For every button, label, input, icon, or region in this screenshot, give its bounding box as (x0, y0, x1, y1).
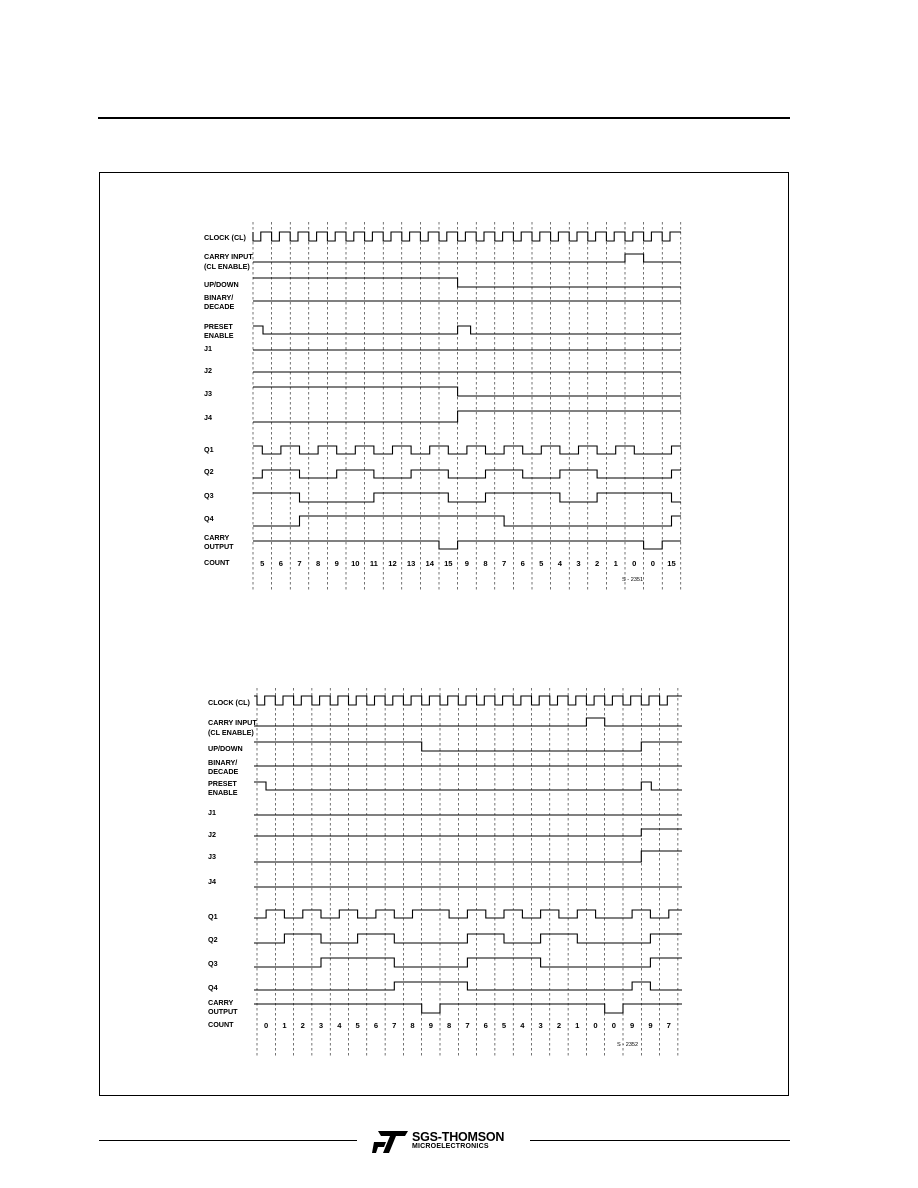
count-value: 6 (520, 559, 525, 568)
label-count: COUNT (208, 1020, 234, 1029)
label-output: OUTPUT (204, 542, 234, 551)
label-j2: J2 (208, 830, 216, 839)
q1-waveform (254, 910, 682, 918)
count-value: 14 (425, 559, 434, 568)
count-value: 9 (648, 1021, 653, 1030)
diagram-2-reference: S - 2352 (617, 1042, 639, 1048)
count-value: 7 (666, 1021, 671, 1030)
label-output: OUTPUT (208, 1007, 238, 1016)
label-binary: BINARY/ (204, 293, 234, 302)
count-value: 9 (630, 1021, 635, 1030)
count-value: 0 (650, 559, 656, 568)
q4-waveform (253, 516, 681, 526)
count-value: 13 (406, 559, 416, 568)
st-logo-icon (372, 1131, 408, 1153)
diagram-2-signal-labels (208, 698, 257, 1029)
up-down-waveform (254, 742, 682, 751)
count-value: 2 (556, 1021, 562, 1030)
q2-waveform (253, 470, 681, 478)
count-value: 1 (613, 559, 618, 568)
label-preset: PRESET (204, 322, 233, 331)
count-value: 9 (334, 559, 339, 568)
label-q3: Q3 (204, 491, 214, 500)
label-q1: Q1 (208, 912, 218, 921)
j3-waveform (254, 851, 682, 862)
carry-input-waveform (254, 718, 682, 726)
q2-waveform (254, 934, 682, 943)
diagram-1-count-values (260, 559, 676, 568)
diagram-2-grid (257, 688, 678, 1058)
label-up-down: UP/DOWN (204, 280, 239, 289)
label-j3: J3 (208, 852, 216, 861)
count-value: 0 (593, 1021, 598, 1030)
label-enable: ENABLE (208, 788, 238, 797)
count-value: 4 (557, 559, 563, 568)
label-q3: Q3 (208, 959, 218, 968)
q1-waveform (253, 446, 681, 454)
label-clock: CLOCK (CL) (204, 233, 246, 242)
count-value: 4 (520, 1021, 525, 1030)
count-value: 8 (447, 1021, 452, 1030)
preset-enable-waveform (254, 782, 682, 790)
diagram-1-signal-labels (204, 233, 253, 567)
clock-waveform (253, 232, 681, 241)
footer-rule-left (99, 1140, 357, 1141)
label-cl-enable: (CL ENABLE) (204, 262, 250, 271)
label-decade: DECADE (204, 302, 235, 311)
count-value: 5 (355, 1021, 360, 1030)
count-value: 0 (632, 559, 637, 568)
label-j1: J1 (204, 344, 212, 353)
count-value: 2 (300, 1021, 305, 1030)
company-name: SGS-THOMSON (412, 1130, 505, 1144)
label-clock: CLOCK (CL) (208, 698, 250, 707)
preset-enable-waveform (253, 326, 681, 334)
count-value: 0 (611, 1021, 616, 1030)
label-j4: J4 (208, 877, 216, 886)
diagram-1-reference: S - 2351 (622, 577, 644, 583)
count-value: 5 (260, 559, 265, 568)
count-value: 5 (501, 1021, 507, 1030)
label-carry: CARRY (208, 998, 234, 1007)
label-q4: Q4 (204, 514, 214, 523)
count-value: 5 (539, 559, 544, 568)
label-cl-enable: (CL ENABLE) (208, 728, 254, 737)
j2-waveform (254, 829, 682, 836)
count-value: 6 (278, 559, 284, 568)
label-j1: J1 (208, 808, 216, 817)
count-value: 1 (575, 1021, 580, 1030)
label-up-down: UP/DOWN (208, 744, 243, 753)
timing-diagram-2 (208, 688, 682, 1058)
count-value: 7 (392, 1021, 397, 1030)
label-enable: ENABLE (204, 331, 234, 340)
carry-output-waveform (253, 541, 681, 549)
label-carry: CARRY (204, 533, 230, 542)
diagram-1-waveforms (253, 232, 681, 549)
count-value: 6 (373, 1021, 379, 1030)
count-value: 4 (337, 1021, 342, 1030)
label-decade: DECADE (208, 767, 239, 776)
j4-waveform (253, 411, 681, 422)
q3-waveform (253, 493, 681, 502)
clock-waveform (254, 696, 682, 705)
label-q2: Q2 (204, 467, 214, 476)
count-value: 7 (465, 1021, 470, 1030)
company-logo (372, 1130, 522, 1154)
count-value: 10 (351, 559, 360, 568)
count-value: 15 (667, 559, 676, 568)
count-value: 7 (501, 559, 507, 568)
count-value: 9 (464, 559, 470, 568)
company-division: MICROELECTRONICS (412, 1143, 489, 1150)
label-q2: Q2 (208, 935, 218, 944)
label-j4: J4 (204, 413, 212, 422)
label-binary: BINARY/ (208, 758, 238, 767)
carry-input-waveform (253, 254, 681, 262)
count-value: 12 (388, 559, 397, 568)
q4-waveform (254, 982, 682, 990)
j3-waveform (253, 387, 681, 396)
timing-diagram-1 (204, 222, 681, 592)
count-value: 6 (483, 1021, 488, 1030)
up-down-waveform (253, 278, 681, 287)
label-q1: Q1 (204, 445, 214, 454)
count-value: 0 (264, 1021, 269, 1030)
count-value: 3 (538, 1021, 543, 1030)
carry-output-waveform (254, 1004, 682, 1013)
diagram-2-count-values (264, 1021, 671, 1030)
count-value: 11 (369, 559, 378, 568)
count-value: 8 (410, 1021, 415, 1030)
count-value: 3 (576, 559, 581, 568)
count-value: 8 (483, 559, 488, 568)
diagram-2-waveforms (254, 696, 682, 1013)
label-count: COUNT (204, 558, 230, 567)
label-j3: J3 (204, 389, 212, 398)
count-value: 3 (318, 1021, 324, 1030)
q3-waveform (254, 958, 682, 967)
label-q4: Q4 (208, 983, 218, 992)
label-j2: J2 (204, 366, 212, 375)
footer-rule-right (530, 1140, 790, 1141)
count-value: 2 (594, 559, 600, 568)
label-carry-input: CARRY INPUT (204, 252, 253, 261)
count-value: 7 (297, 559, 302, 568)
count-value: 1 (282, 1021, 287, 1030)
label-carry-input: CARRY INPUT (208, 718, 257, 727)
count-value: 15 (444, 559, 453, 568)
count-value: 9 (428, 1021, 433, 1030)
label-preset: PRESET (208, 779, 237, 788)
count-value: 8 (315, 559, 321, 568)
